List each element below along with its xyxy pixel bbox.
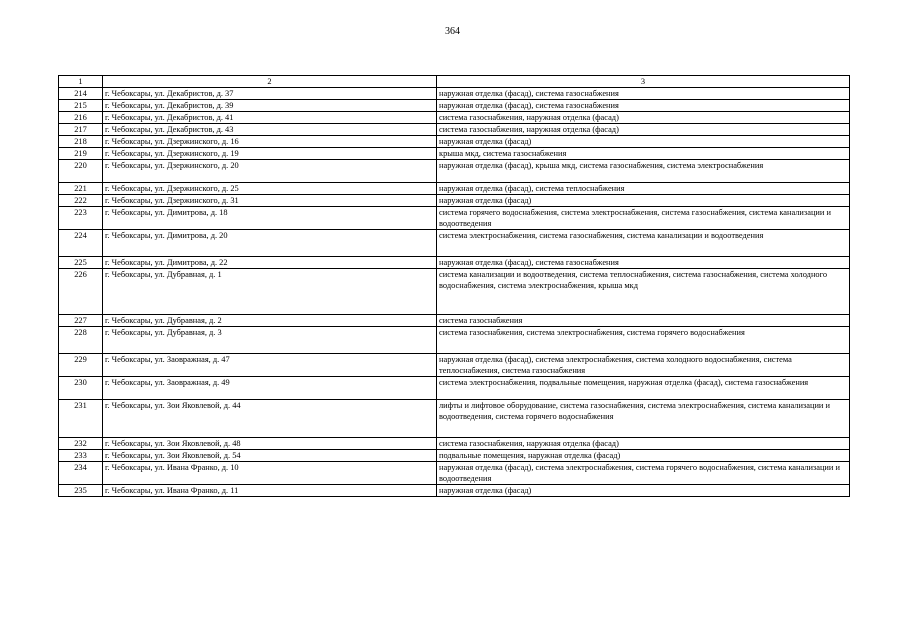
table-row (59, 148, 850, 160)
row-address: г. Чебоксары, ул. Дубравная, д. 2 (103, 315, 437, 327)
table-row (59, 195, 850, 207)
row-works: лифты и лифтовое оборудование, система газоснабжения, система электроснабжения, система канализации и водоотведения, система горячего водоснабжения (437, 400, 850, 438)
row-address: г. Чебоксары, ул. Дубравная, д. 1 (103, 269, 437, 315)
row-number: 228 (59, 327, 103, 354)
row-number: 217 (59, 124, 103, 136)
table-row (59, 112, 850, 124)
row-address: г. Чебоксары, ул. Димитрова, д. 22 (103, 257, 437, 269)
page-number: 364 (445, 26, 460, 37)
row-works: наружная отделка (фасад), крыша мкд, система газоснабжения, система электроснабжения (437, 160, 850, 183)
row-number: 227 (59, 315, 103, 327)
row-address: г. Чебоксары, ул. Зои Яковлевой, д. 44 (103, 400, 437, 438)
row-number: 230 (59, 377, 103, 400)
table-row (59, 438, 850, 450)
row-works: крыша мкд, система газоснабжения (437, 148, 850, 160)
row-works: система газоснабжения, система электроснабжения, система горячего водоснабжения (437, 327, 850, 354)
row-works: система газоснабжения, наружная отделка (фасад) (437, 112, 850, 124)
row-works: система газоснабжения (437, 315, 850, 327)
row-number: 215 (59, 100, 103, 112)
row-address: г. Чебоксары, ул. Ивана Франко, д. 11 (103, 485, 437, 497)
row-works: наружная отделка (фасад) (437, 136, 850, 148)
row-number: 220 (59, 160, 103, 183)
column-header-works: 3 (437, 76, 850, 88)
row-number: 219 (59, 148, 103, 160)
row-works: наружная отделка (фасад), система газоснабжения (437, 100, 850, 112)
row-works: система газоснабжения, наружная отделка (фасад) (437, 124, 850, 136)
row-address: г. Чебоксары, ул. Декабристов, д. 39 (103, 100, 437, 112)
row-number: 232 (59, 438, 103, 450)
table-row (59, 124, 850, 136)
row-address: г. Чебоксары, ул. Зои Яковлевой, д. 48 (103, 438, 437, 450)
table-row (59, 462, 850, 485)
table-row (59, 160, 850, 183)
row-address: г. Чебоксары, ул. Заовражная, д. 49 (103, 377, 437, 400)
row-number: 234 (59, 462, 103, 485)
row-works: наружная отделка (фасад), система теплоснабжения (437, 183, 850, 195)
row-address: г. Чебоксары, ул. Декабристов, д. 37 (103, 88, 437, 100)
table-row (59, 88, 850, 100)
table-row (59, 315, 850, 327)
row-address: г. Чебоксары, ул. Декабристов, д. 41 (103, 112, 437, 124)
table-row (59, 257, 850, 269)
row-address: г. Чебоксары, ул. Дзержинского, д. 25 (103, 183, 437, 195)
row-works: система горячего водоснабжения, система электроснабжения, система газоснабжения, система канализации и водоотведения (437, 207, 850, 230)
column-header-address: 2 (103, 76, 437, 88)
table-row (59, 269, 850, 315)
row-address: г. Чебоксары, ул. Димитрова, д. 20 (103, 230, 437, 257)
table-row (59, 136, 850, 148)
table-row (59, 327, 850, 354)
row-address: г. Чебоксары, ул. Димитрова, д. 18 (103, 207, 437, 230)
row-address: г. Чебоксары, ул. Заовражная, д. 47 (103, 354, 437, 377)
row-number: 218 (59, 136, 103, 148)
row-address: г. Чебоксары, ул. Дзержинского, д. 20 (103, 160, 437, 183)
row-address: г. Чебоксары, ул. Дубравная, д. 3 (103, 327, 437, 354)
table-row (59, 230, 850, 257)
row-works: наружная отделка (фасад), система газоснабжения (437, 88, 850, 100)
row-works: наружная отделка (фасад) (437, 485, 850, 497)
row-address: г. Чебоксары, ул. Дзержинского, д. 19 (103, 148, 437, 160)
column-header-number: 1 (59, 76, 103, 88)
row-address: г. Чебоксары, ул. Ивана Франко, д. 10 (103, 462, 437, 485)
row-number: 222 (59, 195, 103, 207)
row-works: подвальные помещения, наружная отделка (фасад) (437, 450, 850, 462)
row-number: 214 (59, 88, 103, 100)
row-number: 216 (59, 112, 103, 124)
row-number: 221 (59, 183, 103, 195)
table-header-row (59, 76, 850, 88)
row-works: наружная отделка (фасад), система газоснабжения (437, 257, 850, 269)
row-address: г. Чебоксары, ул. Дзержинского, д. 31 (103, 195, 437, 207)
table-row (59, 400, 850, 438)
table-row (59, 377, 850, 400)
table-row (59, 207, 850, 230)
row-works: наружная отделка (фасад), система электроснабжения, система холодного водоснабжения, система теплоснабжения, система газоснабжения (437, 354, 850, 377)
row-number: 226 (59, 269, 103, 315)
row-number: 225 (59, 257, 103, 269)
row-number: 229 (59, 354, 103, 377)
row-works: система газоснабжения, наружная отделка (фасад) (437, 438, 850, 450)
table-row (59, 183, 850, 195)
row-address: г. Чебоксары, ул. Дзержинского, д. 16 (103, 136, 437, 148)
row-number: 233 (59, 450, 103, 462)
row-number: 231 (59, 400, 103, 438)
row-works: система электроснабжения, подвальные помещения, наружная отделка (фасад), система газоснабжения (437, 377, 850, 400)
table-row (59, 354, 850, 377)
table-row (59, 100, 850, 112)
row-number: 223 (59, 207, 103, 230)
row-address: г. Чебоксары, ул. Зои Яковлевой, д. 54 (103, 450, 437, 462)
row-address: г. Чебоксары, ул. Декабристов, д. 43 (103, 124, 437, 136)
table-row (59, 450, 850, 462)
row-number: 224 (59, 230, 103, 257)
row-works: система канализации и водоотведения, система теплоснабжения, система газоснабжения, система холодного водоснабжения, система электроснабжения, крыша мкд (437, 269, 850, 315)
row-number: 235 (59, 485, 103, 497)
row-works: наружная отделка (фасад) (437, 195, 850, 207)
buildings-table (58, 75, 850, 497)
row-works: наружная отделка (фасад), система электроснабжения, система горячего водоснабжения, система канализации и водоотведения (437, 462, 850, 485)
table-row (59, 485, 850, 497)
row-works: система электроснабжения, система газоснабжения, система канализации и водоотведения (437, 230, 850, 257)
